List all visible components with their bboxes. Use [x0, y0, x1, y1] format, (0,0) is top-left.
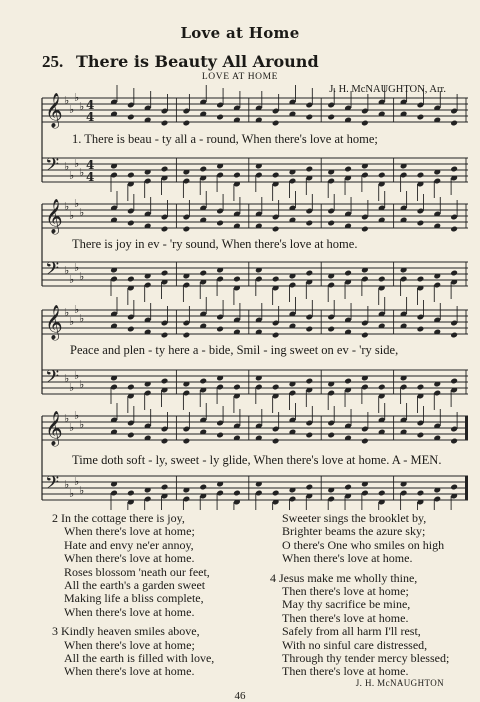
flat-sign: ♭	[69, 315, 75, 328]
note-head	[183, 332, 191, 339]
note-head	[233, 490, 241, 497]
note-head	[361, 120, 369, 127]
note-head	[272, 490, 280, 497]
flat-sign: ♭	[64, 478, 70, 491]
verse-line: Safely from all harm I'll rest,	[282, 624, 421, 639]
verses-right	[270, 512, 449, 679]
note-head	[327, 114, 335, 121]
note-head	[344, 484, 352, 491]
flat-sign: ♭	[79, 100, 85, 113]
verse-line: Roses blossom 'neath our feet,	[64, 564, 210, 579]
note-head	[216, 432, 224, 439]
credit: J. H. McNAUGHTON	[355, 678, 444, 688]
note-head	[450, 166, 458, 173]
note-head	[417, 172, 425, 179]
verse-line: With no sinful care distressed,	[282, 637, 428, 652]
note-head	[216, 326, 224, 333]
flat-sign: ♭	[64, 412, 70, 425]
note-head	[216, 114, 224, 121]
note-head	[450, 378, 458, 385]
hymn-number: 25.	[42, 52, 64, 71]
flat-sign: ♭	[64, 160, 70, 173]
verse-line: Then there's love at home.	[282, 664, 409, 679]
note-head	[450, 270, 458, 277]
verse-line: When there's love at home.	[64, 551, 195, 566]
note-head	[127, 276, 135, 283]
verse-line: When there's love at home.	[64, 604, 195, 619]
final-barline	[465, 416, 468, 440]
note-head	[127, 172, 135, 179]
note-head	[305, 220, 313, 227]
time-signature: 4	[86, 110, 95, 124]
verse-line: Then there's love at home;	[282, 584, 409, 599]
note-head	[272, 276, 280, 283]
flat-sign: ♭	[69, 421, 75, 434]
verse-line: Brighter beams the azure sky;	[282, 524, 426, 539]
treble-clef: 𝄞	[45, 411, 63, 446]
verse-line: All the earth is filled with love,	[64, 651, 215, 666]
page-number: 46	[234, 690, 246, 702]
note-head	[161, 120, 169, 127]
note-head	[450, 484, 458, 491]
verse-line: 4 Jesus make me wholly thine,	[270, 570, 418, 585]
note-head	[417, 326, 425, 333]
flat-sign: ♭	[69, 103, 75, 116]
note-head	[161, 484, 169, 491]
note-head	[272, 384, 280, 391]
flat-sign: ♭	[79, 312, 85, 325]
note-head	[417, 220, 425, 227]
verse-line: All the earth's a garden sweet	[64, 578, 206, 593]
note-head	[378, 172, 386, 179]
final-barline	[465, 476, 468, 500]
lyric-line-2: There is joy in ev - 'ry sound, When there's love at home.	[72, 237, 358, 251]
note-head	[305, 326, 313, 333]
note-head	[127, 220, 135, 227]
flat-sign: ♭	[74, 409, 80, 422]
note-head	[417, 114, 425, 121]
verse-line: Then there's love at home.	[282, 610, 409, 625]
flat-sign: ♭	[79, 206, 85, 219]
note-head	[233, 276, 241, 283]
bass-clef: 𝄢	[45, 155, 60, 180]
note-head	[305, 378, 313, 385]
note-head	[199, 270, 207, 277]
note-head	[272, 332, 280, 339]
note-head	[417, 432, 425, 439]
note-head	[305, 166, 313, 173]
note-head	[450, 438, 458, 445]
flat-sign: ♭	[64, 94, 70, 107]
note-head	[161, 332, 169, 339]
verse-line: Making life a bliss complete,	[64, 591, 204, 606]
note-head	[272, 120, 280, 127]
note-head	[327, 326, 335, 333]
verse-line: Sweeter sings the brooklet by,	[282, 511, 427, 525]
note-head	[127, 384, 135, 391]
verse-line: When there's love at home.	[64, 664, 195, 679]
section-title: Love at Home	[180, 24, 300, 42]
note-head	[417, 384, 425, 391]
note-head	[361, 226, 369, 233]
note-head	[183, 226, 191, 233]
flat-sign: ♭	[64, 264, 70, 277]
note-head	[327, 432, 335, 439]
flat-sign: ♭	[79, 378, 85, 391]
flat-sign: ♭	[69, 381, 75, 394]
note-head	[233, 172, 241, 179]
note-head	[305, 270, 313, 277]
flat-sign: ♭	[79, 418, 85, 431]
treble-clef: 𝄞	[45, 199, 63, 234]
bass-clef: 𝄢	[45, 259, 60, 284]
note-head	[361, 438, 369, 445]
note-head	[378, 384, 386, 391]
lyric-line-1: 1. There is beau - ty all a - round, When there's love at home;	[72, 132, 378, 146]
hymn-title: There is Beauty All Around	[76, 52, 319, 71]
note-head	[127, 114, 135, 121]
flat-sign: ♭	[74, 475, 80, 488]
flat-sign: ♭	[64, 306, 70, 319]
note-head	[127, 326, 135, 333]
note-head	[378, 276, 386, 283]
verse-line: Through thy tender mercy blessed;	[282, 651, 450, 666]
note-head	[199, 166, 207, 173]
bass-clef: 𝄢	[45, 367, 60, 392]
flat-sign: ♭	[74, 261, 80, 274]
note-head	[272, 226, 280, 233]
note-head	[344, 378, 352, 385]
note-head	[127, 490, 135, 497]
flat-sign: ♭	[79, 270, 85, 283]
verse-line: 3 Kindly heaven smiles above,	[52, 624, 200, 639]
note-head	[161, 226, 169, 233]
time-signature: 4	[86, 158, 95, 172]
verse-line: When there's love at home;	[64, 637, 195, 652]
note-head	[127, 432, 135, 439]
verses-left	[52, 512, 214, 679]
composer: J. H. McNAUGHTON, Arr.	[329, 84, 446, 95]
tune-name: LOVE AT HOME	[201, 72, 279, 82]
lyric-line-3: Peace and plen - ty here a - bide, Smil - ing sweet on ev - 'ry side,	[70, 343, 399, 357]
lyric-line-4: Time doth soft - ly, sweet - ly glide, When there's love at home. A - MEN.	[72, 453, 442, 467]
note-head	[161, 270, 169, 277]
note-head	[344, 166, 352, 173]
note-head	[327, 220, 335, 227]
note-head	[417, 276, 425, 283]
note-head	[233, 384, 241, 391]
note-head	[450, 120, 458, 127]
note-head	[417, 490, 425, 497]
flat-sign: ♭	[69, 169, 75, 182]
flat-sign: ♭	[79, 484, 85, 497]
treble-clef: 𝄞	[45, 305, 63, 340]
note-head	[161, 438, 169, 445]
verse-line: Hate and envy ne'er annoy,	[64, 537, 194, 552]
note-head	[272, 172, 280, 179]
flat-sign: ♭	[74, 197, 80, 210]
note-head	[161, 166, 169, 173]
note-head	[305, 432, 313, 439]
flat-sign: ♭	[74, 157, 80, 170]
flat-sign: ♭	[74, 303, 80, 316]
treble-clef: 𝄞	[45, 93, 63, 128]
note-head	[183, 438, 191, 445]
verse-line: 2 In the cottage there is joy,	[52, 511, 185, 525]
note-head	[344, 270, 352, 277]
note-head	[450, 226, 458, 233]
verse-line: When there's love at home.	[282, 551, 413, 566]
flat-sign: ♭	[74, 369, 80, 382]
flat-sign: ♭	[69, 209, 75, 222]
verse-line: May thy sacrifice be mine,	[282, 597, 411, 612]
bass-clef: 𝄢	[45, 473, 60, 498]
note-head	[272, 438, 280, 445]
time-signature: 4	[86, 170, 95, 184]
note-head	[378, 490, 386, 497]
flat-sign: ♭	[64, 372, 70, 385]
flat-sign: ♭	[69, 487, 75, 500]
note-head	[161, 378, 169, 385]
note-head	[199, 484, 207, 491]
note-head	[199, 378, 207, 385]
note-head	[305, 114, 313, 121]
note-head	[361, 332, 369, 339]
time-signature: 4	[86, 98, 95, 112]
note-head	[216, 220, 224, 227]
flat-sign: ♭	[69, 273, 75, 286]
flat-sign: ♭	[74, 91, 80, 104]
flat-sign: ♭	[64, 200, 70, 213]
note-head	[305, 484, 313, 491]
note-head	[183, 120, 191, 127]
note-head	[450, 332, 458, 339]
verse-line: O there's One who smiles on high	[282, 537, 445, 552]
flat-sign: ♭	[79, 166, 85, 179]
verse-line: When there's love at home;	[64, 524, 195, 539]
